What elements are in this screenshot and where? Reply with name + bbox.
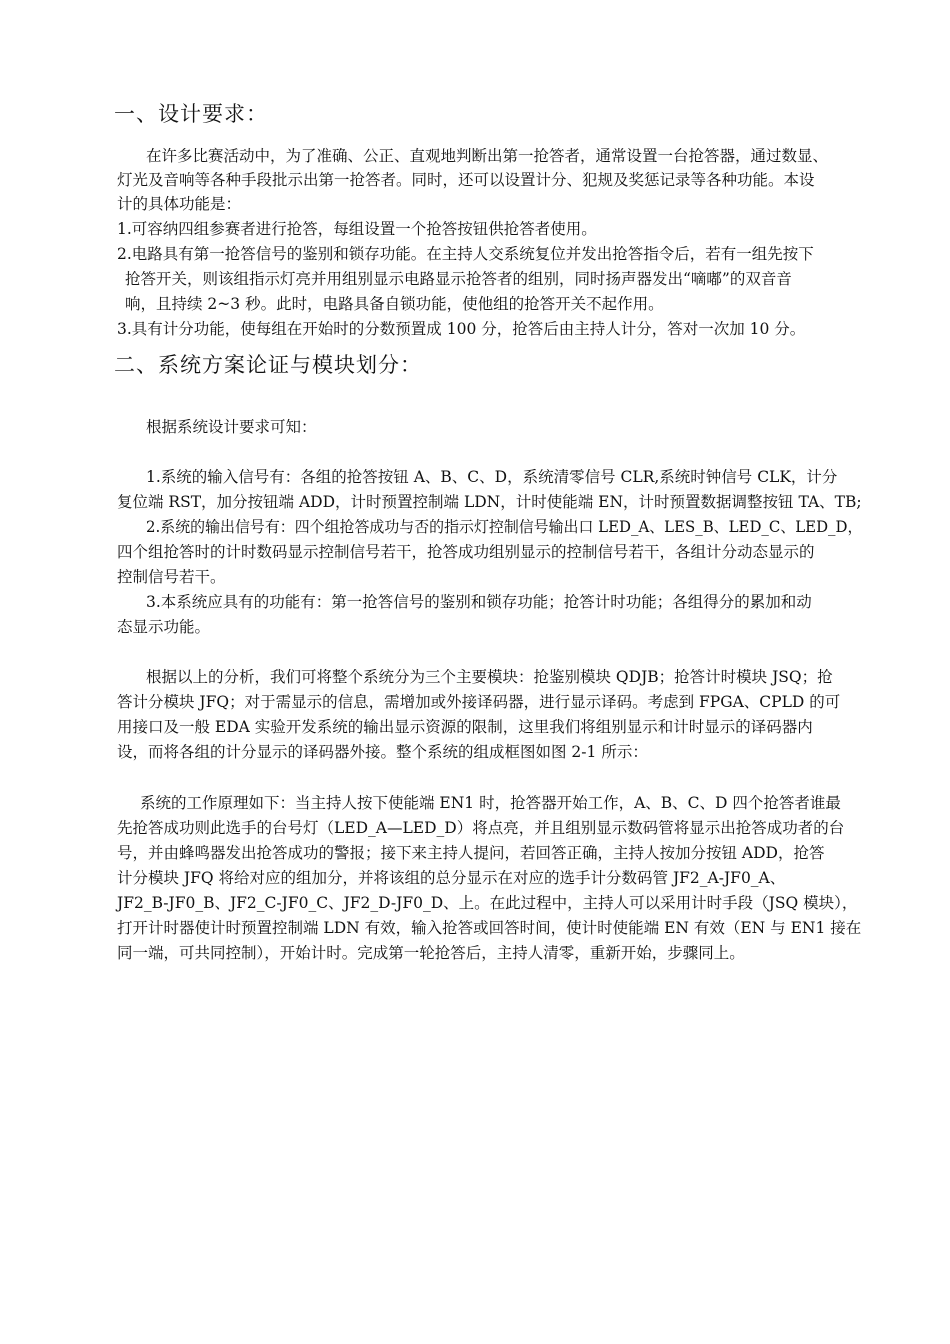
analysis-paragraph-line: 根据以上的分析，我们可将整个系统分为三个主要模块：抢鉴别模块 QDJB；抢答计时模块 JSQ；抢 [146, 668, 833, 686]
analysis-paragraph-line: 答计分模块 JFQ；对于需显示的信息，需增加或外接译码器，进行显示译码。考虑到 FPGA、CPLD 的可 [117, 693, 841, 711]
functions-point: 态显示功能。 [117, 618, 211, 636]
paragraph-line: 根据系统设计要求可知： [146, 418, 317, 436]
analysis-paragraph-line: 用接口及一般 EDA 实验开发系统的输出显示资源的限制，这里我们将组别显示和计时显示的译码器内 [117, 718, 813, 736]
section-heading-scheme-and-modules: 二、系统方案论证与模块划分： [114, 353, 422, 377]
principle-paragraph-line: 同一端，可共同控制），开始计时。完成第一轮抢答后，主持人清零，重新开始，步骤同上。 [117, 944, 745, 962]
output-signals-point: 控制信号若干。 [117, 568, 226, 586]
requirement-item-continuation: 抢答开关，则该组指示灯亮并用组别显示电路显示抢答者的组别，同时扬声器发出“嘀嘟”的双音音 [125, 270, 792, 288]
principle-paragraph-line: 打开计时器使计时预置控制端 LDN 有效，输入抢答或回答时间，使计时使能端 EN 有效（EN 与 EN1 接在 [117, 919, 862, 937]
input-signals-point: 1.系统的输入信号有：各组的抢答按钮 A、B、C、D，系统清零信号 CLR,系统时钟信号 CLK，计分 [146, 468, 838, 486]
requirement-item: 2.电路具有第一抢答信号的鉴别和锁存功能。在主持人交系统复位并发出抢答指令后，若有一组先按下 [117, 245, 814, 263]
principle-paragraph-line: 系统的工作原理如下：当主持人按下使能端 EN1 时，抢答器开始工作，A、B、C、D 四个抢答者谁最 [140, 794, 841, 812]
principle-paragraph-line: 先抢答成功则此选手的台号灯（LED_A—LED_D）将点亮，并且组别显示数码管将显示出抢答成功者的台 [117, 819, 845, 837]
analysis-paragraph-line: 设，而将各组的计分显示的译码器外接。整个系统的组成框图如图 2-1 所示： [117, 743, 648, 761]
paragraph-line: 在许多比赛活动中，为了准确、公正、直观地判断出第一抢答者，通常设置一台抢答器，通过数显、 [146, 147, 829, 165]
functions-point: 3.本系统应具有的功能有：第一抢答信号的鉴别和锁存功能；抢答计时功能；各组得分的累加和动 [146, 593, 812, 611]
paragraph-line: 灯光及音响等各种手段批示出第一抢答者。同时，还可以设置计分、犯规及奖惩记录等各种功能。本设 [117, 171, 815, 189]
output-signals-point: 2.系统的输出信号有：四个组抢答成功与否的指示灯控制信号输出口 LED_A、LES_B、LED_C、LED_D， [146, 518, 863, 536]
output-signals-point: 四个组抢答时的计时数码显示控制信号若干，抢答成功组别显示的控制信号若干，各组计分动态显示的 [117, 543, 815, 561]
principle-paragraph-line: JF2_B-JF0_B、JF2_C-JF0_C、JF2_D-JF0_D、上。在此过程中，主持人可以采用计时手段（JSQ 模块）， [117, 894, 858, 912]
input-signals-point: 复位端 RST，加分按钮端 ADD，计时预置控制端 LDN，计时使能端 EN，计时预置数据调整按钮 TA、TB; [117, 493, 862, 511]
requirement-item: 3.具有计分功能，使每组在开始时的分数预置成 100 分，抢答后由主持人计分，答对一次加 10 分。 [117, 320, 806, 338]
requirement-item-continuation: 响，且持续 2~3 秒。此时，电路具备自锁功能，使他组的抢答开关不起作用。 [125, 295, 664, 313]
principle-paragraph-line: 号，并由蜂鸣器发出抢答成功的警报；接下来主持人提问，若回答正确，主持人按加分按钮 ADD，抢答 [117, 844, 825, 862]
paragraph-line: 计的具体功能是： [117, 195, 242, 213]
section-heading-design-requirements: 一、设计要求： [114, 102, 268, 126]
principle-paragraph-line: 计分模块 JFQ 将给对应的组加分，并将该组的总分显示在对应的选手计分数码管 JF2_A-JF0_A、 [117, 869, 786, 887]
requirement-item: 1.可容纳四组参赛者进行抢答，每组设置一个抢答按钮供抢答者使用。 [117, 220, 597, 238]
